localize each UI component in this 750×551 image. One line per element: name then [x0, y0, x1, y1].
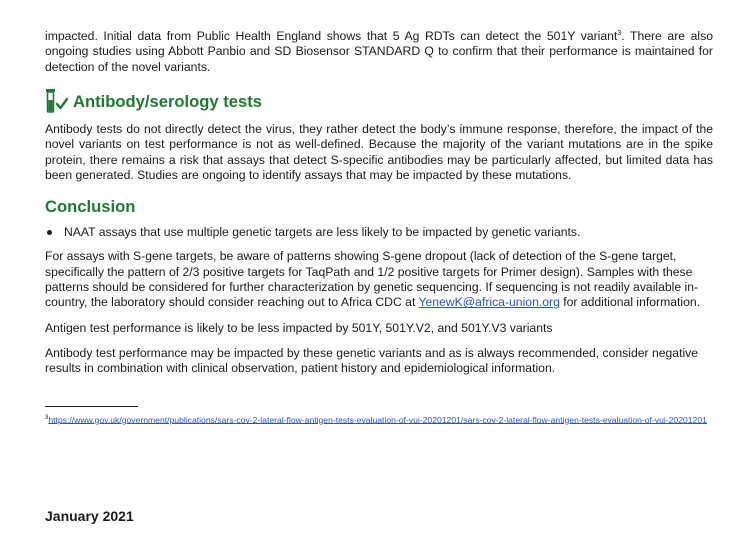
- footnote-divider: [45, 406, 138, 407]
- intro-text-end: . There are also ongoing studies using Abbott Panbio and SD Biosensor STANDARD Q to confirm that their performance is maintained for detection of the novel variants.: [45, 29, 713, 74]
- test-tube-check-icon: [45, 88, 69, 116]
- footnote-ref: 3: [617, 30, 622, 37]
- conclusion-bullet: [45, 225, 713, 240]
- email-link[interactable]: YenewK@africa-union.org: [418, 295, 560, 310]
- document-date: January 2021: [45, 508, 134, 524]
- document-page: [45, 26, 713, 425]
- conclusion-heading: Conclusion: [45, 197, 136, 217]
- s-gene-text-end: for additional information.: [563, 295, 701, 310]
- s-gene-text: For assays with S-gene targets, be aware of patterns showing S-gene dropout (lack of detection of the S-gene target, specifically the pattern of 2/3 positive targets for TaqPath and 1/2 positive targets for Primer design). Samples with these patterns should be considered for further characterization by genetic sequencing. If sequencing is not readily available in-country, the laboratory should consider reaching out to Africa CDC at: [45, 249, 699, 310]
- footnote: [45, 413, 713, 426]
- antibody-paragraph: Antibody tests do not directly detect the virus, they rather detect the body’s immune response, therefore, the impact of the novel variants on test performance is not as well-defined. Because the majority of the variant mutations are in the spike protein, there remains a risk that assays that detect S-specific antibodies may be particularly affected, but limited data has been generated. Studies are ongoing to identify assays that may be impacted by these mutations.: [45, 121, 713, 182]
- antigen-paragraph: Antigen test performance is likely to be less impacted by 501Y, 501Y.V2, and 501Y.V3 variants: [45, 320, 553, 335]
- footnote-number: 3: [45, 414, 49, 421]
- intro-paragraph: [45, 26, 713, 75]
- antibody-section-header: [45, 88, 713, 116]
- footnote-link[interactable]: https://www.gov.uk/government/publications/sars-cov-2-lateral-flow-antigen-tests-evaluation-of-vui-20201201/sars-cov-2-lateral-flow-antigen-tests-evaluation-of-vui-20201201: [48, 414, 707, 425]
- antibody-conclusion-paragraph: Antibody test performance may be impacted by these genetic variants and as is always recommended, consider negative results in combination with clinical observation, patient history and epidemiological information.: [45, 345, 699, 376]
- intro-text-start: impacted. Initial data from Public Health England shows that 5 Ag RDTs can detect the 501Y variant: [45, 29, 618, 44]
- s-gene-paragraph: [45, 249, 713, 310]
- bullet-text: NAAT assays that use multiple genetic targets are less likely to be impacted by genetic variants.: [64, 225, 581, 240]
- bullet-dot: [47, 230, 52, 235]
- antibody-heading: Antibody/serology tests: [73, 91, 263, 111]
